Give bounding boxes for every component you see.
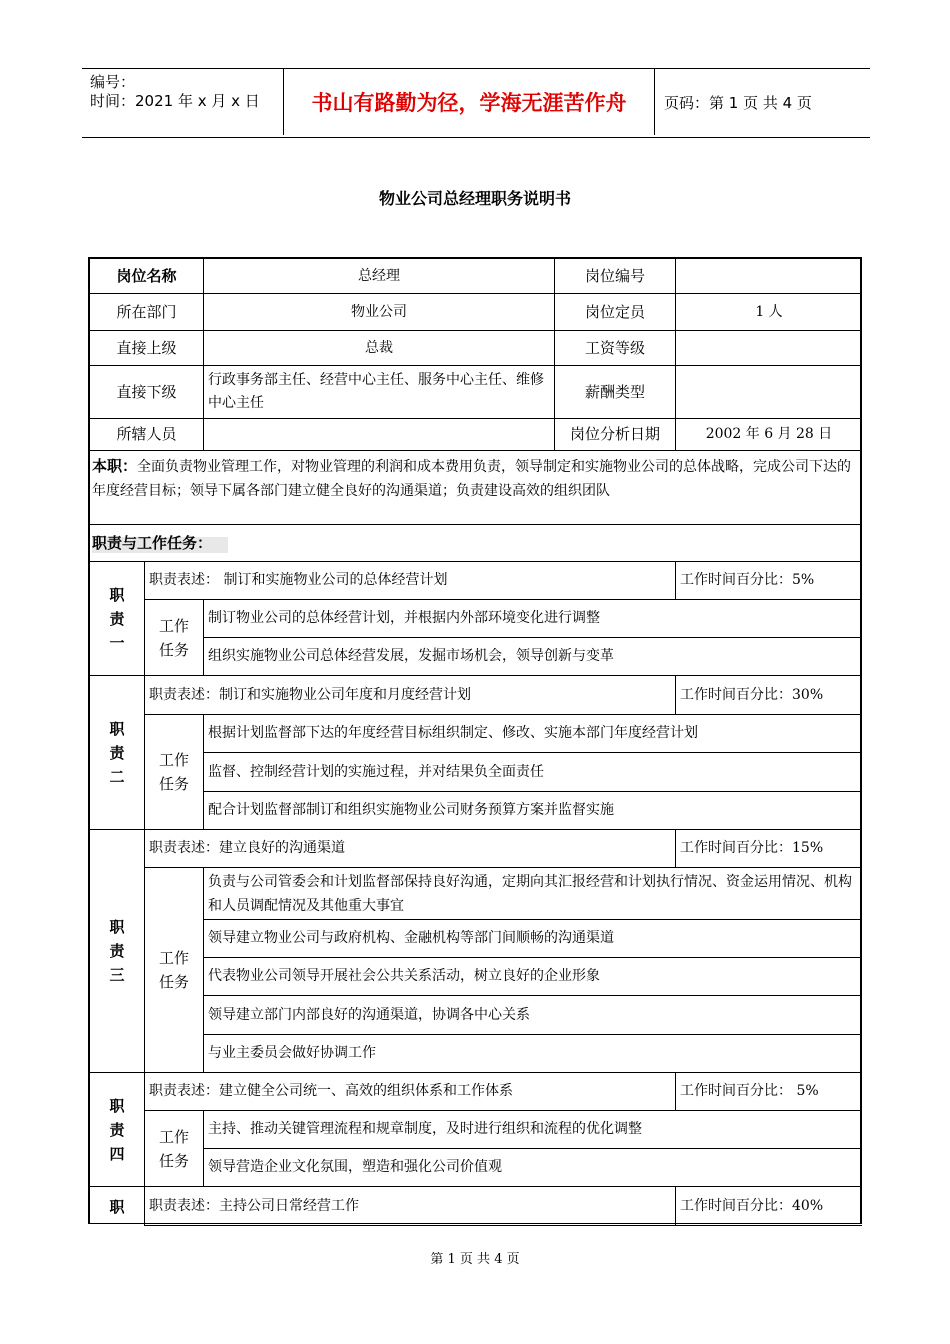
- header-meta: [90, 73, 260, 111]
- header-page-info: 页码：第 1 页 共 4 页: [664, 93, 812, 112]
- subordinate-label: 直接下级: [90, 366, 204, 419]
- analysis-date-label: 岗位分析日期: [555, 419, 676, 451]
- pos-code-value: [676, 259, 862, 294]
- pos-name-label: 岗位名称: [90, 259, 204, 294]
- doc-time-label: 时间：2021 年 x 月 x 日: [90, 92, 260, 110]
- salary-grade-label: 工资等级: [555, 331, 676, 366]
- job-description-table: [88, 257, 862, 1224]
- document-title: 物业公司总经理职务说明书: [378, 189, 571, 208]
- pay-type-label: 薪酬类型: [555, 366, 676, 419]
- duty-4-task-1: 主持、推动关键管理流程和规章制度，及时进行组织和流程的优化调整: [204, 1111, 862, 1149]
- page-footer: 第 1 页 共 4 页: [430, 1252, 520, 1267]
- header-motto: 书山有路勤为径，学海无涯苦作舟: [283, 69, 655, 135]
- role-text: 全面负责物业管理工作，对物业管理的利润和成本费用负责，领导制定和实施物业公司的总体战略，完成公司下达的年度经营目标；领导下属各部门建立健全良好的沟通渠道；负责建设高效的组织团队: [92, 459, 852, 499]
- duty-4-desc: 职责表述：建立健全公司统一、高效的组织体系和工作体系: [145, 1073, 676, 1111]
- role-summary: [90, 451, 862, 525]
- duty-3-task-5: 与业主委员会做好协调工作: [204, 1035, 862, 1073]
- subordinate-value: 行政事务部主任、经营中心主任、服务中心主任、维修中心主任: [204, 366, 555, 419]
- duty-3-task-2: 领导建立物业公司与政府机构、金融机构等部门间顺畅的沟通渠道: [204, 920, 862, 958]
- duty-5-label: 职: [90, 1187, 145, 1226]
- duties-heading: 职责与工作任务：: [90, 525, 862, 562]
- pos-code-label: 岗位编号: [555, 259, 676, 294]
- staff-label: 所辖人员: [90, 419, 204, 451]
- duty-2-task-3: 配合计划监督部制订和组织实施物业公司财务预算方案并监督实施: [204, 792, 862, 830]
- duty-3-task-label: 工作 任务: [145, 868, 204, 1073]
- duty-1-task-2: 组织实施物业公司总体经营发展，发掘市场机会，领导创新与变革: [204, 638, 862, 676]
- dept-label: 所在部门: [90, 294, 204, 331]
- duty-1-desc: 职责表述： 制订和实施物业公司的总体经营计划: [145, 562, 676, 600]
- duty-1-pct: 工作时间百分比：5%: [676, 562, 862, 600]
- table-bottom-rule: [88, 1223, 862, 1224]
- duty-3-task-4: 领导建立部门内部良好的沟通渠道，协调各中心关系: [204, 996, 862, 1035]
- quota-value: 1 人: [676, 294, 862, 331]
- duty-5-desc: 职责表述：主持公司日常经营工作: [145, 1187, 676, 1226]
- duty-2-task-2: 监督、控制经营计划的实施过程，并对结果负全面责任: [204, 753, 862, 792]
- staff-value: [204, 419, 555, 451]
- duty-1-label: 职 责 一: [90, 562, 145, 676]
- page-header: [82, 68, 870, 138]
- doc-number-label: 编号：: [90, 73, 136, 91]
- duty-2-label: 职 责 二: [90, 676, 145, 830]
- superior-label: 直接上级: [90, 331, 204, 366]
- duty-2-desc: 职责表述：制订和实施物业公司年度和月度经营计划: [145, 676, 676, 715]
- superior-value: 总裁: [204, 331, 555, 366]
- dept-value: 物业公司: [204, 294, 555, 331]
- duty-5-pct: 工作时间百分比：40%: [676, 1187, 862, 1226]
- analysis-date-value: 2002 年 6 月 28 日: [676, 419, 862, 451]
- duty-3-task-1: 负责与公司管委会和计划监督部保持良好沟通，定期向其汇报经营和计划执行情况、资金运用情况、机构和人员调配情况及其他重大事宜: [204, 868, 862, 920]
- duty-4-task-2: 领导营造企业文化氛围，塑造和强化公司价值观: [204, 1149, 862, 1187]
- duty-4-pct: 工作时间百分比： 5%: [676, 1073, 862, 1111]
- duty-3-pct: 工作时间百分比：15%: [676, 830, 862, 868]
- duty-4-label: 职 责 四: [90, 1073, 145, 1187]
- role-label: 本职：: [92, 457, 138, 475]
- pay-type-value: [676, 366, 862, 419]
- duty-1-task-label: 工作 任务: [145, 600, 204, 676]
- duty-3-desc: 职责表述：建立良好的沟通渠道: [145, 830, 676, 868]
- pos-name-value: 总经理: [204, 259, 555, 294]
- duty-1-task-1: 制订物业公司的总体经营计划，并根据内外部环境变化进行调整: [204, 600, 862, 638]
- duty-2-task-label: 工作 任务: [145, 715, 204, 830]
- duty-2-pct: 工作时间百分比：30%: [676, 676, 862, 715]
- quota-label: 岗位定员: [555, 294, 676, 331]
- duty-3-label: 职 责 三: [90, 830, 145, 1073]
- duty-3-task-3: 代表物业公司领导开展社会公共关系活动，树立良好的企业形象: [204, 958, 862, 996]
- duty-4-task-label: 工作 任务: [145, 1111, 204, 1187]
- salary-grade-value: [676, 331, 862, 366]
- duty-2-task-1: 根据计划监督部下达的年度经营目标组织制定、修改、实施本部门年度经营计划: [204, 715, 862, 753]
